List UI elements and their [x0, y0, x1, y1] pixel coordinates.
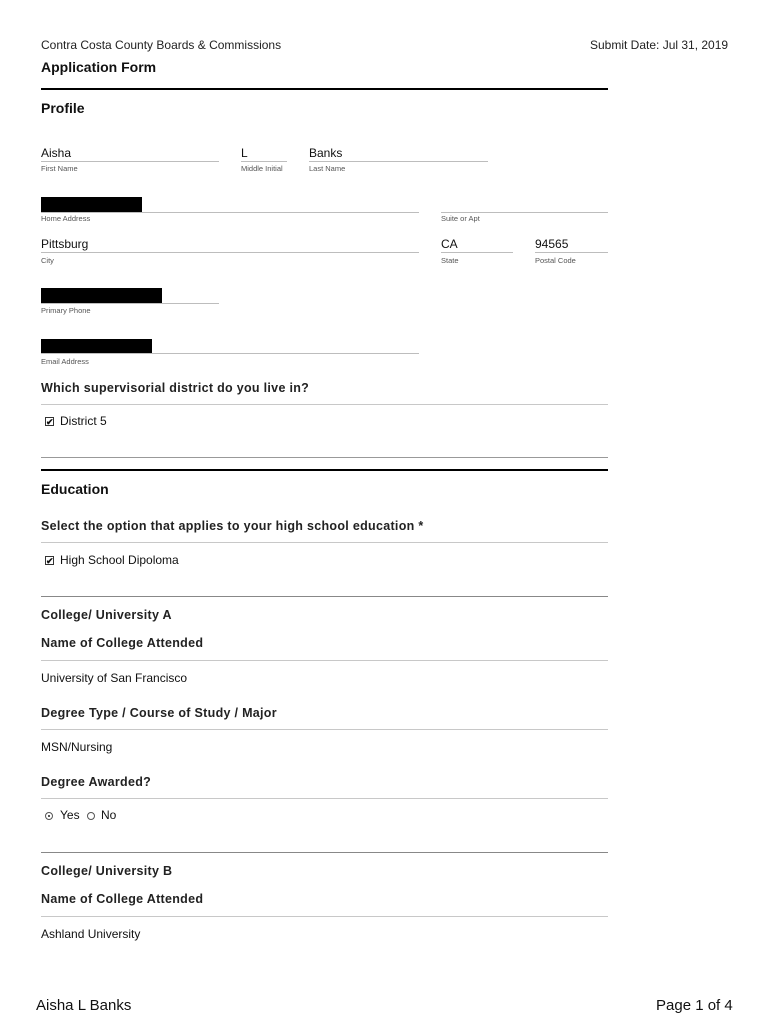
state-label: State: [441, 256, 459, 265]
postal-code-value: 94565: [535, 237, 569, 251]
home-address-redaction: [41, 197, 142, 212]
district-checkbox[interactable]: ✔: [46, 417, 54, 427]
section-end-divider: [41, 457, 608, 458]
first-name-label: First Name: [41, 164, 78, 173]
city-label: City: [41, 256, 54, 265]
awarded-no-label: No: [101, 808, 117, 822]
high-school-answer: High School Dipoloma: [60, 553, 179, 567]
organization-name: Contra Costa County Boards & Commissions: [41, 38, 282, 52]
question-divider: [41, 404, 608, 405]
college-a-name-question: Name of College Attended: [41, 636, 204, 650]
district-answer: District 5: [60, 414, 107, 428]
email-underline: [41, 353, 419, 354]
awarded-no-radio[interactable]: [87, 812, 95, 820]
submit-date: Submit Date: Jul 31, 2019: [590, 38, 729, 52]
state-value: CA: [441, 237, 458, 251]
college-a-degree-answer: MSN/Nursing: [41, 740, 113, 754]
college-a-name-answer: University of San Francisco: [41, 671, 188, 685]
college-a-degree-question: Degree Type / Course of Study / Major: [41, 706, 277, 720]
home-address-underline: [41, 212, 419, 213]
profile-section-title: Profile: [41, 100, 85, 116]
section-divider: [41, 88, 608, 90]
question-divider: [41, 798, 608, 799]
college-a-awarded-question: Degree Awarded?: [41, 775, 152, 789]
question-divider: [41, 729, 608, 730]
footer-applicant-name: Aisha L Banks: [36, 997, 132, 1014]
postal-code-label: Postal Code: [535, 256, 576, 265]
college-b-title: College/ University B: [41, 864, 173, 878]
primary-phone-label: Primary Phone: [41, 306, 91, 315]
suite-underline: [441, 212, 608, 213]
awarded-yes-radio[interactable]: [45, 812, 53, 820]
education-section-title: Education: [41, 481, 109, 497]
district-question: Which supervisorial district do you live in?: [41, 381, 310, 395]
form-title: Application Form: [41, 59, 157, 75]
question-divider: [41, 916, 608, 917]
high-school-checkbox[interactable]: ✔: [46, 556, 54, 566]
college-b-name-answer: Ashland University: [41, 927, 141, 941]
question-divider: [41, 542, 608, 543]
city-value: Pittsburg: [41, 237, 89, 251]
city-underline: [41, 252, 419, 253]
last-name-underline: [309, 161, 488, 162]
primary-phone-redaction: [41, 288, 162, 303]
postal-code-underline: [535, 252, 608, 253]
home-address-label: Home Address: [41, 214, 91, 223]
first-name-value: Aisha: [41, 146, 72, 160]
question-divider: [41, 660, 608, 661]
college-b-name-question: Name of College Attended: [41, 892, 204, 906]
last-name-label: Last Name: [309, 164, 346, 173]
college-a-title: College/ University A: [41, 608, 172, 622]
middle-initial-underline: [241, 161, 287, 162]
suite-label: Suite or Apt: [441, 214, 480, 223]
subsection-divider: [41, 852, 608, 853]
middle-initial-label: Middle Initial: [241, 164, 283, 173]
footer-page-number: Page 1 of 4: [656, 997, 733, 1014]
state-underline: [441, 252, 513, 253]
awarded-yes-label: Yes: [60, 808, 80, 822]
first-name-underline: [41, 161, 219, 162]
primary-phone-underline: [41, 303, 219, 304]
middle-initial-value: L: [241, 146, 248, 160]
section-divider: [41, 469, 608, 471]
email-label: Email Address: [41, 357, 89, 366]
subsection-divider: [41, 596, 608, 597]
high-school-question: Select the option that applies to your high school education *: [41, 519, 424, 533]
email-redaction: [41, 339, 152, 354]
last-name-value: Banks: [309, 146, 343, 160]
